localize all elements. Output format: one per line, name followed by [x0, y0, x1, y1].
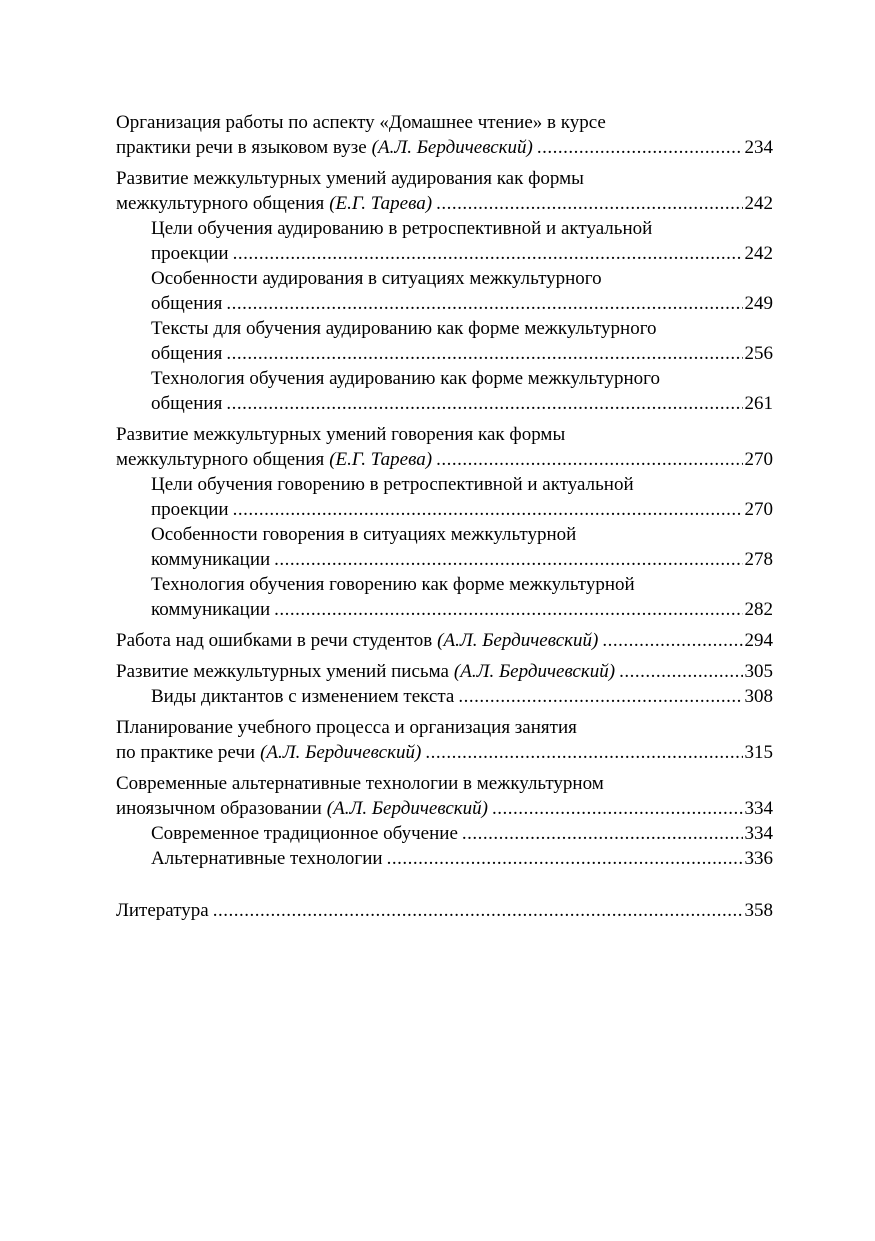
dot-leader — [492, 796, 743, 821]
toc-entry-title: Альтернативные технологии — [151, 848, 383, 869]
toc-entry — [116, 659, 773, 684]
toc-entry-line: Цели обучения аудированию в ретроспективной и актуальной — [151, 218, 653, 239]
dot-leader — [436, 191, 742, 216]
toc-entry-page: 242 — [744, 243, 773, 264]
toc-subentry — [116, 266, 773, 316]
dot-leader — [233, 497, 743, 522]
toc-subentry — [116, 522, 773, 572]
toc-entry-last-line — [151, 821, 773, 846]
toc-entry-last-line — [151, 241, 773, 266]
toc-entry-page: 294 — [744, 630, 773, 651]
toc-entry-title: коммуникации — [151, 549, 271, 570]
toc-entry-author: (А.Л. Бердичевский) — [371, 137, 533, 158]
toc-entry-last-line — [116, 628, 773, 653]
toc-entry-line: Развитие межкультурных умений аудирования как формы — [116, 168, 584, 189]
toc-entry-author: (А.Л. Бердичевский) — [260, 742, 422, 763]
toc-entry-last-line — [116, 796, 773, 821]
toc-entry-page: 270 — [744, 499, 773, 520]
toc-entry-title: проекции — [151, 243, 229, 264]
toc-entry-line: Организация работы по аспекту «Домашнее чтение» в курсе — [116, 112, 606, 133]
toc-entry-page: 282 — [744, 599, 773, 620]
toc-entry-author: (Е.Г. Тарева) — [329, 449, 433, 470]
toc-entry-bibliography — [116, 898, 773, 923]
toc-entry-page: 261 — [744, 393, 773, 414]
toc-entry — [116, 110, 773, 160]
toc-entry-title: Современное традиционное обучение — [151, 823, 458, 844]
dot-leader — [213, 898, 743, 923]
toc-entry-line: Особенности говорения в ситуациях межкультурной — [151, 524, 577, 545]
toc-entry-title: Развитие межкультурных умений письма — [116, 661, 449, 682]
toc-entry-page: 358 — [744, 900, 773, 921]
toc-entry-line: Тексты для обучения аудированию как форме межкультурного — [151, 318, 657, 339]
dot-leader — [425, 740, 742, 765]
toc-entry-title: Работа над ошибками в речи студентов — [116, 630, 433, 651]
toc-entry-author: (А.Л. Бердичевский) — [453, 661, 616, 682]
toc-entry-title: практики речи в языковом вузе — [116, 137, 367, 158]
toc-entry-title: иноязычном образовании — [116, 798, 322, 819]
toc-entry-page: 334 — [744, 823, 773, 844]
toc-entry-last-line — [116, 191, 773, 216]
toc-entry-author: (Е.Г. Тарева) — [329, 193, 433, 214]
toc-entry-title: межкультурного общения — [116, 193, 325, 214]
dot-leader — [226, 391, 742, 416]
toc-entry-last-line — [151, 497, 773, 522]
toc-entry-line: Современные альтернативные технологии в межкультурном — [116, 773, 604, 794]
toc-subentry — [116, 572, 773, 622]
toc-entry — [116, 422, 773, 472]
toc-entry-title: общения — [151, 293, 223, 314]
toc-entry-last-line — [116, 447, 773, 472]
toc-entry-last-line — [116, 659, 773, 684]
toc-entry-author: (А.Л. Бердичевский) — [326, 798, 488, 819]
toc-entry-page: 278 — [744, 549, 773, 570]
toc-entry-line: Планирование учебного процесса и организация занятия — [116, 717, 577, 738]
toc-subentry — [116, 472, 773, 522]
toc-entry — [116, 771, 773, 821]
dot-leader — [226, 341, 742, 366]
toc-entry — [116, 715, 773, 765]
toc-entry — [116, 166, 773, 216]
toc-entry-last-line — [116, 740, 773, 765]
toc-entry-title: межкультурного общения — [116, 449, 325, 470]
dot-leader — [458, 684, 742, 709]
toc-entry-line: Технология обучения говорению как форме межкультурной — [151, 574, 635, 595]
toc-entry-title: общения — [151, 393, 223, 414]
toc-entry-last-line — [151, 547, 773, 572]
toc-entry-line: Цели обучения говорению в ретроспективной и актуальной — [151, 474, 634, 495]
toc-entry-title: Виды диктантов с изменением текста — [151, 686, 455, 707]
toc-entry-page: 315 — [744, 742, 773, 763]
dot-leader — [436, 447, 742, 472]
dot-leader — [233, 241, 743, 266]
toc-entry-last-line — [151, 341, 773, 366]
toc-entry-page: 234 — [744, 137, 773, 158]
toc-entry-last-line — [151, 291, 773, 316]
toc-entry-page: 308 — [744, 686, 773, 707]
toc-entry-page: 334 — [744, 798, 773, 819]
dot-leader — [462, 821, 743, 846]
toc-subentry — [116, 684, 773, 709]
toc-entry-line: Технология обучения аудированию как форме межкультурного — [151, 368, 660, 389]
toc-entry-last-line — [116, 898, 773, 923]
toc-entry-line: Особенности аудирования в ситуациях межкультурного — [151, 268, 602, 289]
dot-leader — [274, 597, 742, 622]
toc-entry-page: 270 — [744, 449, 773, 470]
table-of-contents — [116, 110, 773, 923]
toc-entry — [116, 628, 773, 653]
toc-subentry — [116, 216, 773, 266]
toc-subentry — [116, 821, 773, 846]
toc-entry-title: по практике речи — [116, 742, 256, 763]
toc-entry-title: коммуникации — [151, 599, 271, 620]
toc-entry-page: 242 — [744, 193, 773, 214]
toc-entry-title: проекции — [151, 499, 229, 520]
toc-entry-page: 256 — [744, 343, 773, 364]
dot-leader — [387, 846, 743, 871]
dot-leader — [537, 135, 743, 160]
toc-entry-page: 336 — [744, 848, 773, 869]
toc-entry-last-line — [151, 597, 773, 622]
toc-subentry — [116, 316, 773, 366]
toc-subentry — [116, 366, 773, 416]
dot-leader — [274, 547, 742, 572]
toc-entry-title: Литература — [116, 900, 209, 921]
toc-entry-last-line — [151, 846, 773, 871]
dot-leader — [619, 659, 742, 684]
toc-entry-page: 305 — [744, 661, 773, 682]
dot-leader — [602, 628, 742, 653]
toc-subentry — [116, 846, 773, 871]
toc-entry-page: 249 — [744, 293, 773, 314]
toc-entry-last-line — [151, 684, 773, 709]
toc-entry-title: общения — [151, 343, 223, 364]
toc-entry-last-line — [116, 135, 773, 160]
toc-entry-last-line — [151, 391, 773, 416]
toc-entry-line: Развитие межкультурных умений говорения как формы — [116, 424, 566, 445]
dot-leader — [226, 291, 742, 316]
toc-entry-author: (А.Л. Бердичевский) — [437, 630, 599, 651]
